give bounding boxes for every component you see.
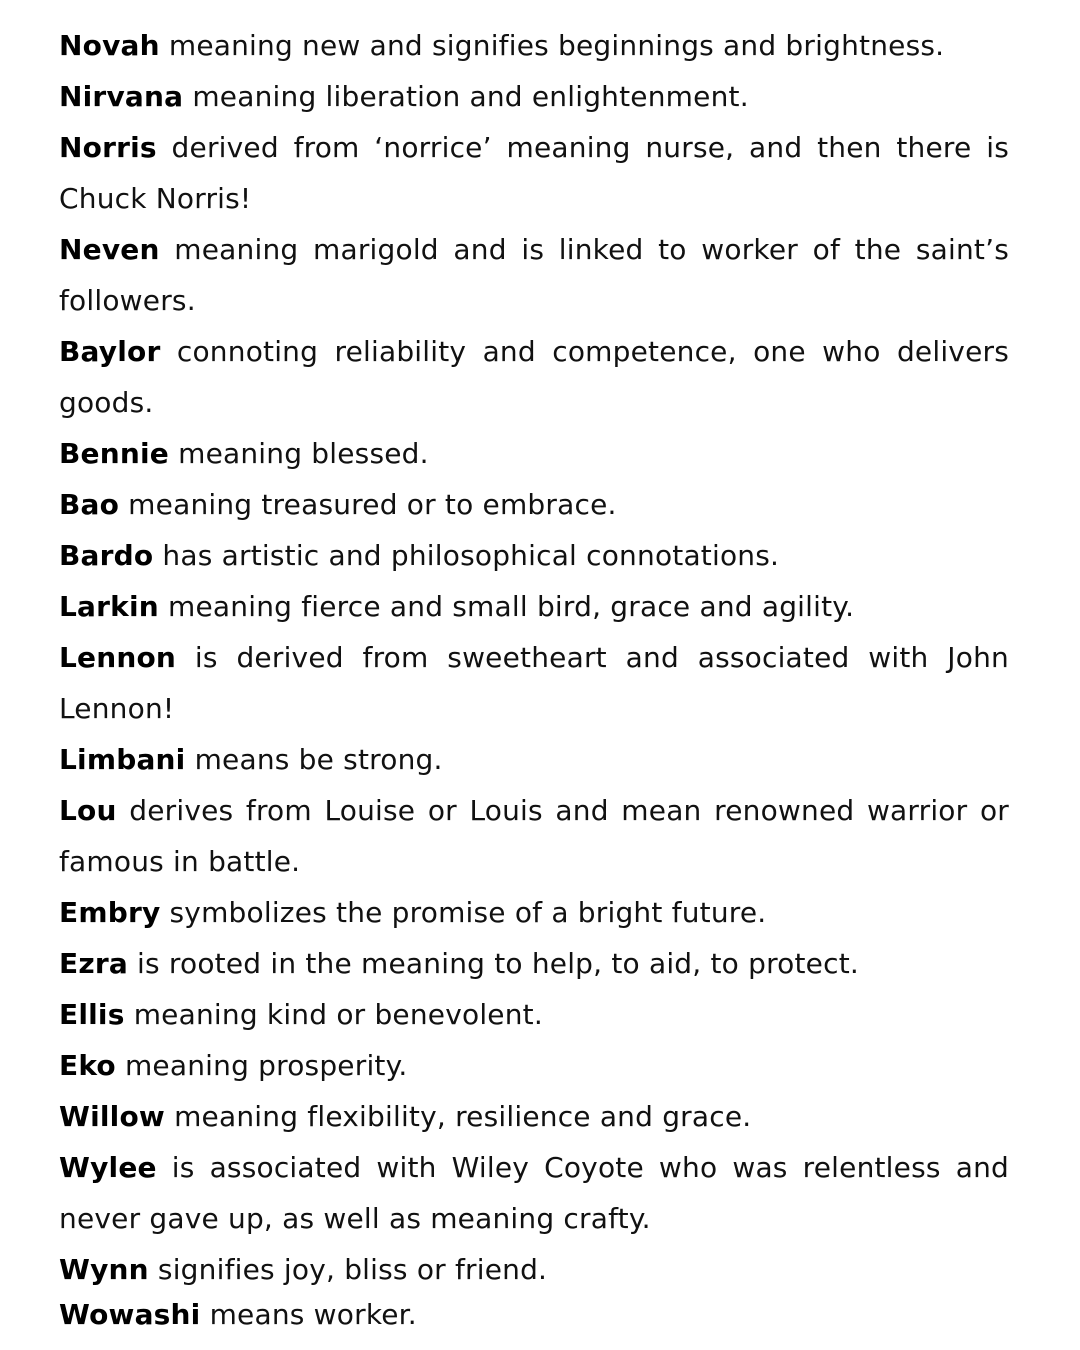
entry-name: Willow	[59, 1100, 165, 1133]
entry-ellis	[59, 989, 1009, 1040]
entry-text: meaning treasured or to embrace.	[119, 488, 617, 521]
entry-lou	[59, 785, 1009, 887]
entry-text: meaning new and signifies beginnings and brightness.	[159, 29, 945, 62]
entry-larkin	[59, 581, 1009, 632]
entry-name: Norris	[59, 131, 157, 164]
entry-embry	[59, 887, 1009, 938]
entry-text: is associated with Wiley Coyote who was relentless and never gave up, as well as meaning crafty.	[59, 1151, 1009, 1235]
entry-text: meaning fierce and small bird, grace and agility.	[158, 590, 855, 623]
entry-name: Neven	[59, 233, 160, 266]
entry-name: Eko	[59, 1049, 116, 1082]
entry-text: derives from Louise or Louis and mean renowned warrior or famous in battle.	[59, 794, 1009, 878]
entry-wowashi	[59, 1289, 1009, 1340]
entry-name: Ezra	[59, 947, 128, 980]
entry-name: Larkin	[59, 590, 159, 623]
entry-name: Bennie	[59, 437, 169, 470]
entry-bardo	[59, 530, 1009, 581]
entry-text: means be strong.	[185, 743, 443, 776]
entry-norris	[59, 122, 1009, 224]
entry-text: meaning prosperity.	[115, 1049, 408, 1082]
entry-name: Bao	[59, 488, 120, 521]
entry-neven	[59, 224, 1009, 326]
entry-wynn	[59, 1244, 1009, 1295]
entry-text: meaning liberation and enlightenment.	[183, 80, 749, 113]
entry-name: Ellis	[59, 998, 125, 1031]
entry-name: Wynn	[59, 1253, 149, 1286]
entry-name: Lou	[59, 794, 117, 827]
entry-limbani	[59, 734, 1009, 785]
entry-baylor	[59, 326, 1009, 428]
entry-name: Wylee	[59, 1151, 157, 1184]
entry-text: meaning blessed.	[169, 437, 429, 470]
entry-willow	[59, 1091, 1009, 1142]
entry-ezra	[59, 938, 1009, 989]
entry-name: Baylor	[59, 335, 161, 368]
entry-name: Embry	[59, 896, 161, 929]
entry-text: is rooted in the meaning to help, to aid, to protect.	[127, 947, 859, 980]
entry-text: is derived from sweetheart and associated with John Lennon!	[59, 641, 1009, 725]
entry-text: connoting reliability and competence, one who delivers goods.	[59, 335, 1009, 419]
entry-name: Bardo	[59, 539, 154, 572]
entry-text: symbolizes the promise of a bright future.	[160, 896, 767, 929]
entry-bennie	[59, 428, 1009, 479]
entry-text: has artistic and philosophical connotations.	[153, 539, 780, 572]
entry-name: Lennon	[59, 641, 177, 674]
name-meanings-document	[59, 20, 1009, 1340]
entry-name: Nirvana	[59, 80, 184, 113]
entry-bao	[59, 479, 1009, 530]
entry-text: means worker.	[200, 1298, 417, 1331]
entry-novah	[59, 20, 1009, 71]
entry-text: meaning kind or benevolent.	[124, 998, 543, 1031]
entry-name: Novah	[59, 29, 160, 62]
entry-nirvana	[59, 71, 1009, 122]
entry-text: meaning flexibility, resilience and grace.	[164, 1100, 752, 1133]
entry-text: meaning marigold and is linked to worker of the saint’s followers.	[59, 233, 1009, 317]
entry-eko	[59, 1040, 1009, 1091]
entry-name: Limbani	[59, 743, 186, 776]
entry-name: Wowashi	[59, 1298, 201, 1331]
entry-text: derived from ‘norrice’ meaning nurse, and then there is Chuck Norris!	[59, 131, 1009, 215]
entry-lennon	[59, 632, 1009, 734]
entry-wylee	[59, 1142, 1009, 1244]
entry-text: signifies joy, bliss or friend.	[148, 1253, 548, 1286]
